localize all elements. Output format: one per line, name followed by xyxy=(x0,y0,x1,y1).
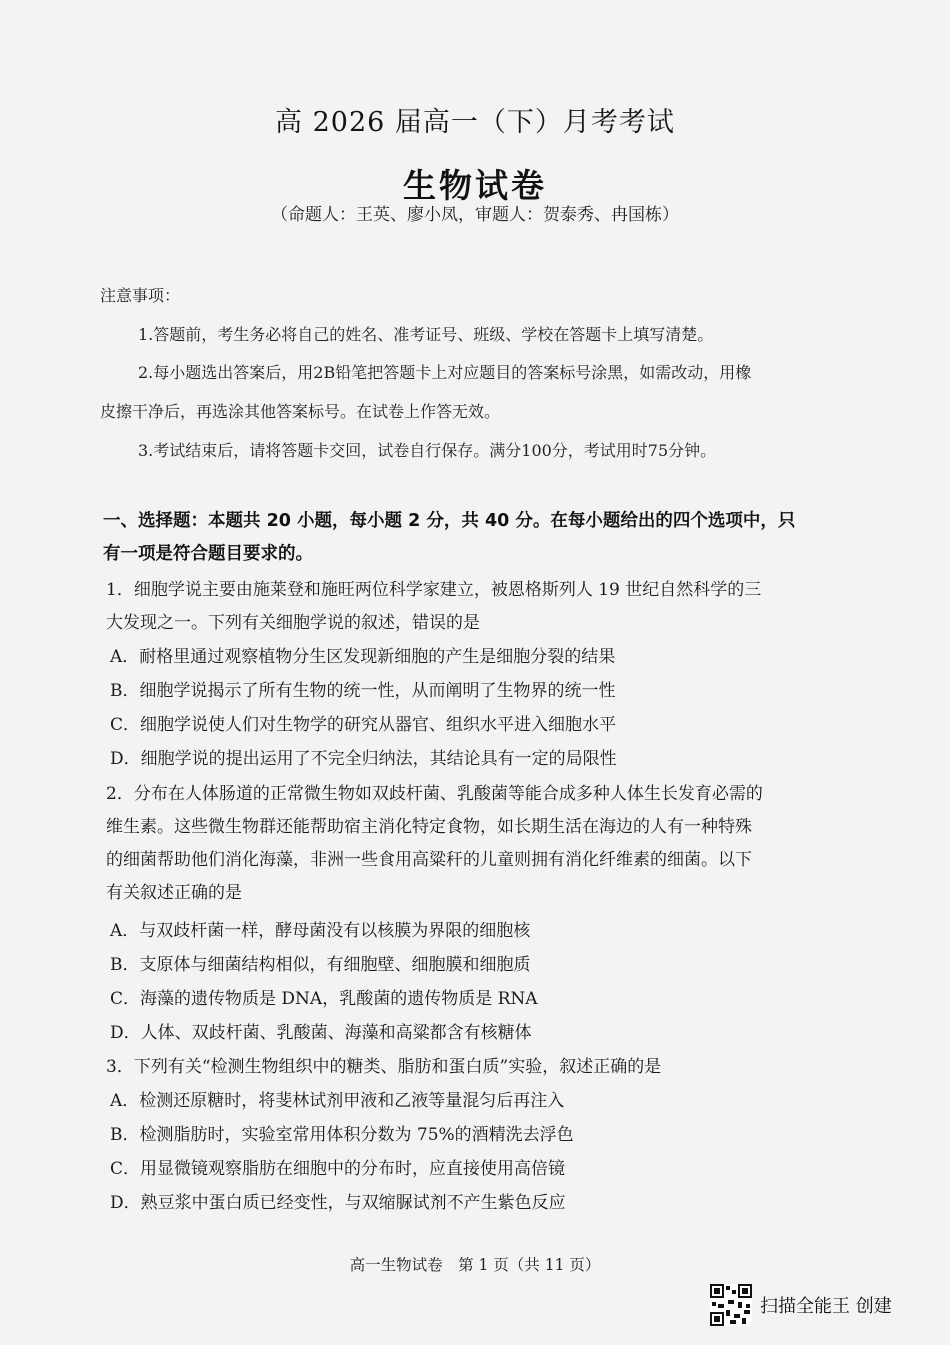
question-1-option-b: B．细胞学说揭示了所有生物的统一性，从而阐明了生物界的统一性 xyxy=(110,681,616,701)
exam-title: 高 2026 届高一（下）月考考试 xyxy=(275,107,675,138)
notice-item-1: 1.答题前，考生务必将自己的姓名、准考证号、班级、学校在答题卡上填写清楚。 xyxy=(138,325,714,344)
question-3-option-b: B．检测脂肪时，实验室常用体积分数为 75%的酒精洗去浮色 xyxy=(110,1125,574,1145)
question-1-option-c: C．细胞学说使人们对生物学的研究从器官、组织水平进入细胞水平 xyxy=(110,715,617,735)
question-1-option-d: D．细胞学说的提出运用了不完全归纳法，其结论具有一定的局限性 xyxy=(110,749,617,769)
question-2-option-b: B．支原体与细菌结构相似，有细胞壁、细胞膜和细胞质 xyxy=(110,955,531,975)
exam-authors: （命题人：王英、廖小凤，审题人：贺泰秀、冉国栋） xyxy=(271,205,679,225)
scanner-watermark xyxy=(710,1283,930,1327)
question-2-stem-line: 维生素。这些微生物群还能帮助宿主消化特定食物，如长期生活在海边的人有一种特殊 xyxy=(106,817,752,837)
question-2-option-d: D．人体、双歧杆菌、乳酸菌、海藻和高粱都含有核糖体 xyxy=(110,1023,532,1043)
question-1-stem-line: 1．细胞学说主要由施莱登和施旺两位科学家建立，被恩格斯列人 19 世纪自然科学的三 xyxy=(106,580,762,600)
notice-item-2-cont: 皮擦干净后，再选涂其他答案标号。在试卷上作答无效。 xyxy=(100,402,501,421)
question-2-option-c: C．海藻的遗传物质是 DNA，乳酸菌的遗传物质是 RNA xyxy=(110,989,538,1009)
question-2-stem-line: 的细菌帮助他们消化海藻，非洲一些食用高粱秆的儿童则拥有消化纤维素的细菌。以下 xyxy=(106,850,752,870)
watermark-text: 扫描全能王 创建 xyxy=(760,1296,892,1317)
question-3-option-c: C．用显微镜观察脂肪在细胞中的分布时，应直接使用高倍镜 xyxy=(110,1159,566,1179)
question-2-stem xyxy=(106,778,846,910)
question-3-option-a: A．检测还原糖时，将斐林试剂甲液和乙液等量混匀后再注入 xyxy=(110,1091,565,1111)
question-1-stem-line: 大发现之一。下列有关细胞学说的叙述，错误的是 xyxy=(106,613,480,633)
notice-item-3: 3.考试结束后，请将答题卡交回，试卷自行保存。满分100分，考试用时75分钟。 xyxy=(138,441,717,460)
exam-subtitle: 生物试卷 xyxy=(403,166,547,205)
page-footer: 高一生物试卷 第 1 页（共 11 页） xyxy=(349,1256,601,1274)
notice-heading: 注意事项： xyxy=(100,286,181,305)
question-2-stem-line: 2．分布在人体肠道的正常微生物如双歧杆菌、乳酸菌等能合成多种人体生长发育必需的 xyxy=(106,784,763,804)
section-line-2: 有一项是符合题目要求的。 xyxy=(103,544,313,564)
question-3-stem-line: 3．下列有关“检测生物组织中的糖类、脂肪和蛋白质”实验，叙述正确的是 xyxy=(106,1057,662,1077)
question-2-option-a: A．与双歧杆菌一样，酵母菌没有以核膜为界限的细胞核 xyxy=(110,921,531,941)
question-3-option-d: D．熟豆浆中蛋白质已经变性，与双缩脲试剂不产生紫色反应 xyxy=(110,1193,566,1213)
qr-code-icon xyxy=(710,1284,752,1326)
question-2-stem-line: 有关叙述正确的是 xyxy=(106,883,242,903)
question-1-stem xyxy=(106,574,846,640)
question-1-option-a: A．耐格里通过观察植物分生区发现新细胞的产生是细胞分裂的结果 xyxy=(110,647,616,667)
section-heading xyxy=(103,505,838,571)
question-3-stem xyxy=(106,1051,846,1084)
notice-item-2: 2.每小题选出答案后，用2B铅笔把答题卡上对应题目的答案标号涂黑，如需改动，用橡 xyxy=(138,363,752,382)
section-line-1: 一、选择题：本题共 20 小题，每小题 2 分，共 40 分。在每小题给出的四个选项中，只 xyxy=(103,511,796,531)
